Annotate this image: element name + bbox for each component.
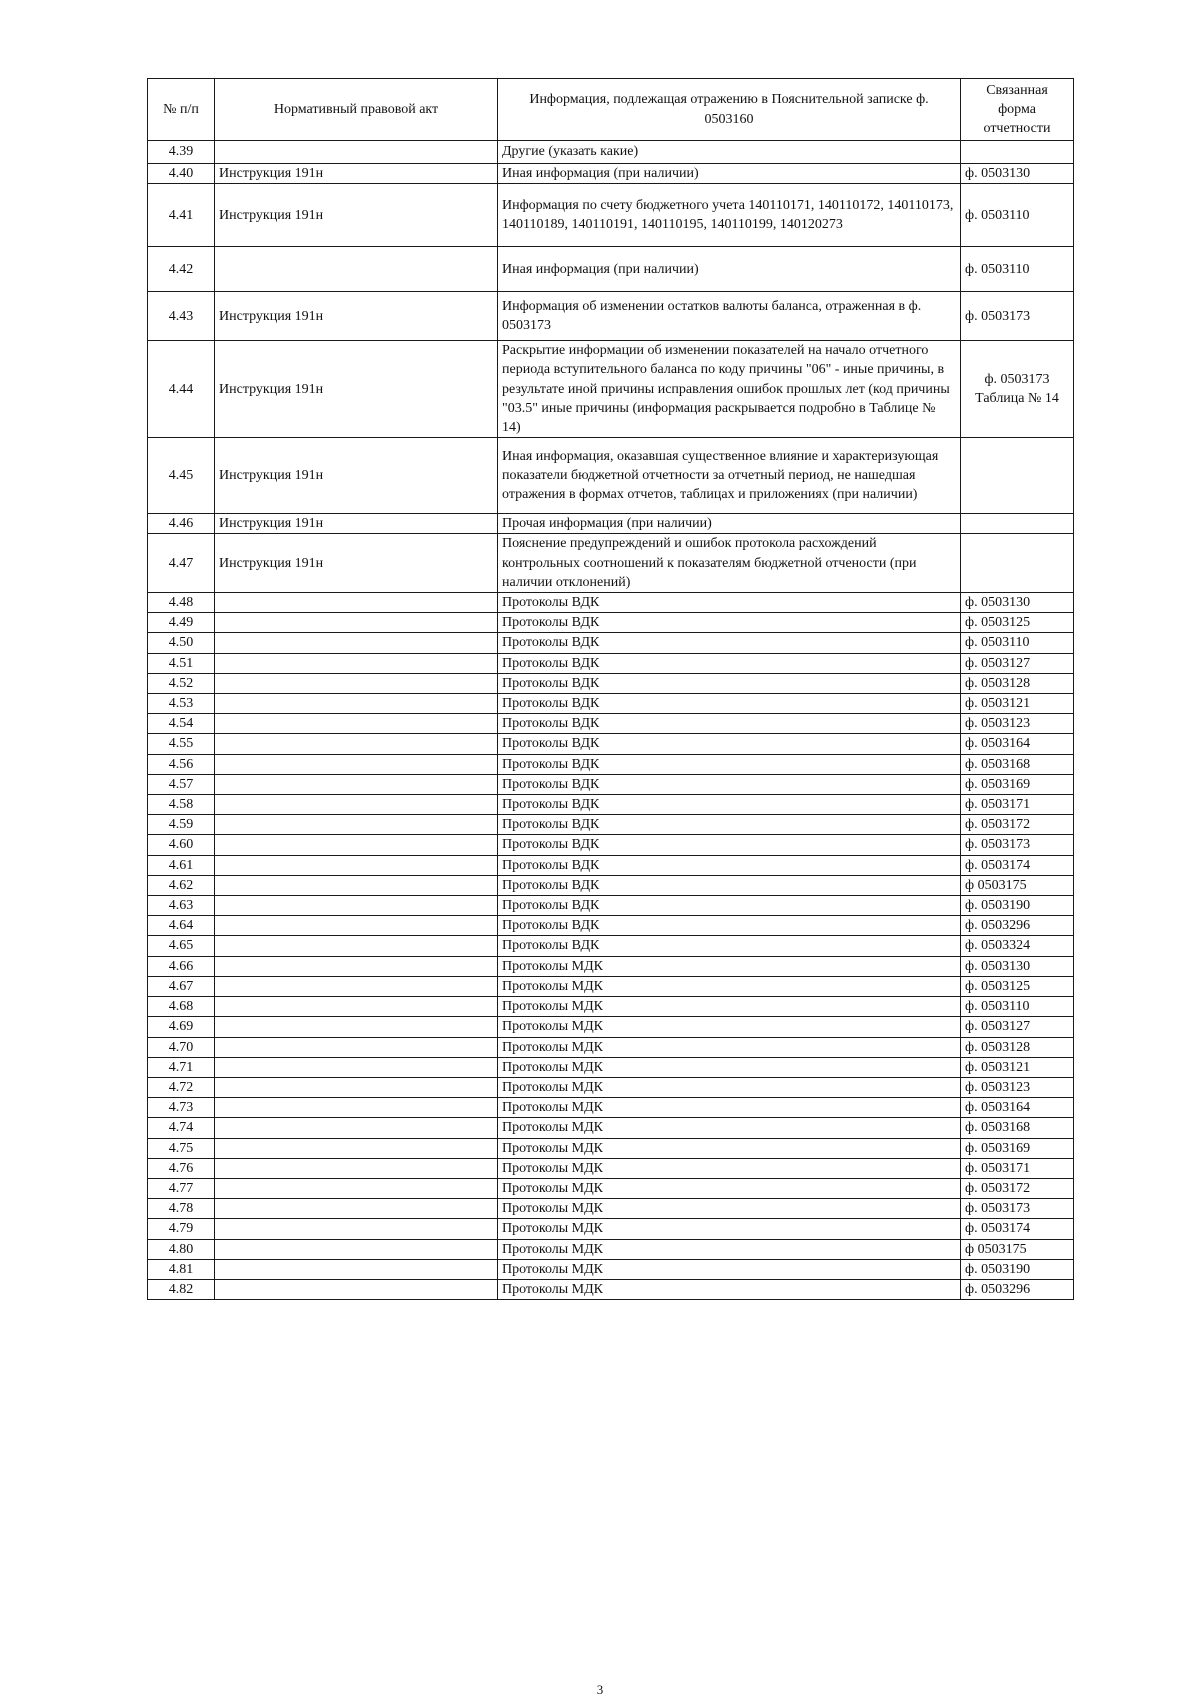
table-row bbox=[148, 815, 1074, 835]
cell-form: ф. 0503190 bbox=[961, 896, 1074, 916]
cell-act bbox=[215, 1118, 498, 1138]
cell-info: Протоколы МДК bbox=[498, 1219, 961, 1239]
cell-info: Протоколы ВДК bbox=[498, 916, 961, 936]
cell-info: Протоколы ВДК bbox=[498, 633, 961, 653]
cell-act: Инструкция 191н bbox=[215, 164, 498, 184]
cell-info: Протоколы МДК bbox=[498, 997, 961, 1017]
cell-form bbox=[961, 141, 1074, 164]
cell-form: ф. 0503174 bbox=[961, 1219, 1074, 1239]
cell-form: ф. 0503128 bbox=[961, 1037, 1074, 1057]
cell-num: 4.47 bbox=[148, 534, 215, 593]
cell-form: ф. 0503164 bbox=[961, 1098, 1074, 1118]
cell-form: ф. 0503125 bbox=[961, 976, 1074, 996]
cell-act bbox=[215, 855, 498, 875]
report-table bbox=[147, 78, 1074, 1300]
cell-act: Инструкция 191н bbox=[215, 292, 498, 341]
cell-num: 4.56 bbox=[148, 754, 215, 774]
cell-info: Протоколы МДК bbox=[498, 976, 961, 996]
cell-act bbox=[215, 673, 498, 693]
cell-act bbox=[215, 734, 498, 754]
cell-form bbox=[961, 438, 1074, 514]
cell-act bbox=[215, 1057, 498, 1077]
cell-form: ф. 0503130 bbox=[961, 164, 1074, 184]
cell-num: 4.57 bbox=[148, 774, 215, 794]
cell-form: ф. 0503128 bbox=[961, 673, 1074, 693]
cell-act bbox=[215, 141, 498, 164]
cell-form: ф. 0503169 bbox=[961, 1138, 1074, 1158]
cell-act bbox=[215, 1199, 498, 1219]
cell-info: Иная информация (при наличии) bbox=[498, 247, 961, 292]
cell-form: ф. 0503121 bbox=[961, 1057, 1074, 1077]
cell-info: Протоколы ВДК bbox=[498, 714, 961, 734]
cell-info: Протоколы ВДК bbox=[498, 734, 961, 754]
cell-num: 4.81 bbox=[148, 1259, 215, 1279]
table-row bbox=[148, 855, 1074, 875]
cell-act bbox=[215, 593, 498, 613]
cell-info: Протоколы МДК bbox=[498, 1017, 961, 1037]
header-info: Информация, подлежащая отражению в Пояснительной записке ф. 0503160 bbox=[498, 79, 961, 141]
cell-act bbox=[215, 1259, 498, 1279]
cell-info: Иная информация (при наличии) bbox=[498, 164, 961, 184]
cell-info: Протоколы МДК bbox=[498, 1279, 961, 1299]
header-form: Связанная форма отчетности bbox=[961, 79, 1074, 141]
cell-info: Протоколы ВДК bbox=[498, 653, 961, 673]
cell-info: Протоколы МДК bbox=[498, 956, 961, 976]
table-row bbox=[148, 593, 1074, 613]
cell-info: Протоколы МДК bbox=[498, 1259, 961, 1279]
cell-num: 4.66 bbox=[148, 956, 215, 976]
cell-info: Протоколы ВДК bbox=[498, 815, 961, 835]
cell-form: ф. 0503173 bbox=[961, 292, 1074, 341]
cell-act bbox=[215, 633, 498, 653]
table-row bbox=[148, 613, 1074, 633]
cell-info: Протоколы ВДК bbox=[498, 774, 961, 794]
table-row bbox=[148, 247, 1074, 292]
cell-info: Раскрытие информации об изменении показателей на начало отчетного периода вступительного баланса по коду причины "06" - иные причины, в результате иной причины исправления ошибок прошлых лет (код причины "03.5" иные причины (информация раскрывается подробно в Таблице № 14) bbox=[498, 341, 961, 438]
cell-act bbox=[215, 815, 498, 835]
cell-form: ф. 0503296 bbox=[961, 916, 1074, 936]
cell-act bbox=[215, 1017, 498, 1037]
cell-act bbox=[215, 714, 498, 734]
table-row bbox=[148, 1118, 1074, 1138]
cell-form: ф 0503175 bbox=[961, 875, 1074, 895]
cell-info: Протоколы ВДК bbox=[498, 673, 961, 693]
cell-form: ф. 0503174 bbox=[961, 855, 1074, 875]
cell-num: 4.74 bbox=[148, 1118, 215, 1138]
table-row bbox=[148, 1017, 1074, 1037]
cell-act bbox=[215, 976, 498, 996]
cell-form: ф. 0503171 bbox=[961, 795, 1074, 815]
table-row bbox=[148, 1158, 1074, 1178]
cell-act: Инструкция 191н bbox=[215, 438, 498, 514]
table-row bbox=[148, 835, 1074, 855]
cell-num: 4.79 bbox=[148, 1219, 215, 1239]
cell-num: 4.49 bbox=[148, 613, 215, 633]
table-row bbox=[148, 1037, 1074, 1057]
table-row bbox=[148, 1259, 1074, 1279]
table-row bbox=[148, 292, 1074, 341]
cell-form: ф. 0503130 bbox=[961, 956, 1074, 976]
cell-info: Протоколы МДК bbox=[498, 1057, 961, 1077]
cell-info: Протоколы ВДК bbox=[498, 593, 961, 613]
table-header-row bbox=[148, 79, 1074, 141]
cell-num: 4.64 bbox=[148, 916, 215, 936]
table-row bbox=[148, 341, 1074, 438]
table-row bbox=[148, 438, 1074, 514]
cell-act: Инструкция 191н bbox=[215, 341, 498, 438]
cell-num: 4.71 bbox=[148, 1057, 215, 1077]
cell-act bbox=[215, 694, 498, 714]
cell-num: 4.69 bbox=[148, 1017, 215, 1037]
cell-form: ф. 0503190 bbox=[961, 1259, 1074, 1279]
cell-num: 4.78 bbox=[148, 1199, 215, 1219]
cell-form: ф. 0503121 bbox=[961, 694, 1074, 714]
table-row bbox=[148, 956, 1074, 976]
cell-num: 4.62 bbox=[148, 875, 215, 895]
cell-form: ф. 0503110 bbox=[961, 633, 1074, 653]
header-num: № п/п bbox=[148, 79, 215, 141]
cell-act bbox=[215, 1279, 498, 1299]
cell-num: 4.73 bbox=[148, 1098, 215, 1118]
table-row bbox=[148, 997, 1074, 1017]
cell-info: Протоколы МДК bbox=[498, 1138, 961, 1158]
cell-info: Протоколы МДК bbox=[498, 1118, 961, 1138]
cell-num: 4.70 bbox=[148, 1037, 215, 1057]
cell-info: Иная информация, оказавшая существенное влияние и характеризующая показатели бюджетной отчетности за отчетный период, не нашедшая отражения в формах отчетов, таблицах и приложениях (при наличии) bbox=[498, 438, 961, 514]
cell-num: 4.41 bbox=[148, 184, 215, 247]
cell-form: ф. 0503173 Таблица № 14 bbox=[961, 341, 1074, 438]
cell-num: 4.55 bbox=[148, 734, 215, 754]
table-row bbox=[148, 694, 1074, 714]
table-row bbox=[148, 1239, 1074, 1259]
page-number: 3 bbox=[596, 1682, 604, 1697]
cell-info: Информация по счету бюджетного учета 140110171, 140110172, 140110173, 140110189, 140110191, 140110195, 140110199, 140120273 bbox=[498, 184, 961, 247]
cell-num: 4.43 bbox=[148, 292, 215, 341]
cell-act bbox=[215, 1077, 498, 1097]
cell-num: 4.40 bbox=[148, 164, 215, 184]
cell-info: Протоколы МДК bbox=[498, 1239, 961, 1259]
cell-info: Протоколы МДК bbox=[498, 1199, 961, 1219]
cell-num: 4.77 bbox=[148, 1178, 215, 1198]
cell-form: ф. 0503125 bbox=[961, 613, 1074, 633]
cell-form: ф. 0503127 bbox=[961, 653, 1074, 673]
cell-num: 4.52 bbox=[148, 673, 215, 693]
table-row bbox=[148, 653, 1074, 673]
cell-info: Протоколы ВДК bbox=[498, 896, 961, 916]
cell-info: Протоколы ВДК bbox=[498, 694, 961, 714]
cell-act bbox=[215, 1138, 498, 1158]
table-row bbox=[148, 754, 1074, 774]
cell-num: 4.75 bbox=[148, 1138, 215, 1158]
cell-info: Протоколы МДК bbox=[498, 1178, 961, 1198]
table-row bbox=[148, 164, 1074, 184]
cell-act bbox=[215, 875, 498, 895]
cell-form bbox=[961, 534, 1074, 593]
cell-form bbox=[961, 514, 1074, 534]
cell-info: Протоколы ВДК bbox=[498, 754, 961, 774]
cell-info: Пояснение предупреждений и ошибок протокола расхождений контрольных соотношений к показателям бюджетной отчености (при наличии отклонений) bbox=[498, 534, 961, 593]
cell-form: ф. 0503110 bbox=[961, 247, 1074, 292]
table-row bbox=[148, 1199, 1074, 1219]
cell-info: Протоколы ВДК bbox=[498, 936, 961, 956]
cell-act: Инструкция 191н bbox=[215, 534, 498, 593]
cell-act bbox=[215, 774, 498, 794]
cell-form: ф. 0503110 bbox=[961, 997, 1074, 1017]
cell-num: 4.46 bbox=[148, 514, 215, 534]
table-row bbox=[148, 633, 1074, 653]
table-row bbox=[148, 534, 1074, 593]
cell-info: Протоколы МДК bbox=[498, 1158, 961, 1178]
cell-act bbox=[215, 247, 498, 292]
table-row bbox=[148, 1178, 1074, 1198]
table-body bbox=[148, 141, 1074, 1300]
cell-act bbox=[215, 1158, 498, 1178]
cell-form: ф. 0503110 bbox=[961, 184, 1074, 247]
table-row bbox=[148, 1077, 1074, 1097]
cell-num: 4.58 bbox=[148, 795, 215, 815]
cell-info: Протоколы ВДК bbox=[498, 613, 961, 633]
cell-num: 4.63 bbox=[148, 896, 215, 916]
cell-form: ф. 0503173 bbox=[961, 835, 1074, 855]
cell-form: ф. 0503172 bbox=[961, 1178, 1074, 1198]
table-row bbox=[148, 916, 1074, 936]
cell-act bbox=[215, 956, 498, 976]
table-row bbox=[148, 141, 1074, 164]
table-row bbox=[148, 184, 1074, 247]
cell-act bbox=[215, 835, 498, 855]
cell-num: 4.53 bbox=[148, 694, 215, 714]
table-row bbox=[148, 875, 1074, 895]
cell-info: Протоколы МДК bbox=[498, 1077, 961, 1097]
cell-form: ф. 0503324 bbox=[961, 936, 1074, 956]
cell-num: 4.44 bbox=[148, 341, 215, 438]
cell-act bbox=[215, 1098, 498, 1118]
cell-info: Протоколы ВДК bbox=[498, 835, 961, 855]
cell-num: 4.72 bbox=[148, 1077, 215, 1097]
cell-info: Протоколы МДК bbox=[498, 1037, 961, 1057]
cell-form: ф. 0503123 bbox=[961, 1077, 1074, 1097]
document-table-container bbox=[147, 78, 1073, 1300]
cell-form: ф. 0503168 bbox=[961, 754, 1074, 774]
cell-act bbox=[215, 795, 498, 815]
cell-num: 4.76 bbox=[148, 1158, 215, 1178]
cell-form: ф. 0503296 bbox=[961, 1279, 1074, 1299]
cell-form: ф. 0503173 bbox=[961, 1199, 1074, 1219]
cell-act bbox=[215, 916, 498, 936]
table-row bbox=[148, 976, 1074, 996]
cell-form: ф. 0503171 bbox=[961, 1158, 1074, 1178]
cell-num: 4.42 bbox=[148, 247, 215, 292]
cell-form: ф. 0503169 bbox=[961, 774, 1074, 794]
table-row bbox=[148, 1219, 1074, 1239]
header-act: Нормативный правовой акт bbox=[215, 79, 498, 141]
cell-num: 4.82 bbox=[148, 1279, 215, 1299]
cell-form: ф. 0503172 bbox=[961, 815, 1074, 835]
table-row bbox=[148, 1279, 1074, 1299]
cell-form: ф 0503175 bbox=[961, 1239, 1074, 1259]
table-row bbox=[148, 1138, 1074, 1158]
table-row bbox=[148, 896, 1074, 916]
cell-info: Прочая информация (при наличии) bbox=[498, 514, 961, 534]
cell-act bbox=[215, 754, 498, 774]
cell-act bbox=[215, 1037, 498, 1057]
cell-num: 4.67 bbox=[148, 976, 215, 996]
table-row bbox=[148, 734, 1074, 754]
cell-form: ф. 0503130 bbox=[961, 593, 1074, 613]
cell-act: Инструкция 191н bbox=[215, 514, 498, 534]
cell-info: Протоколы МДК bbox=[498, 1098, 961, 1118]
cell-num: 4.60 bbox=[148, 835, 215, 855]
cell-info: Информация об изменении остатков валюты баланса, отраженная в ф. 0503173 bbox=[498, 292, 961, 341]
cell-info: Протоколы ВДК bbox=[498, 795, 961, 815]
cell-num: 4.54 bbox=[148, 714, 215, 734]
table-row bbox=[148, 1098, 1074, 1118]
table-row bbox=[148, 1057, 1074, 1077]
cell-act bbox=[215, 653, 498, 673]
cell-num: 4.68 bbox=[148, 997, 215, 1017]
cell-form: ф. 0503168 bbox=[961, 1118, 1074, 1138]
cell-act bbox=[215, 1219, 498, 1239]
table-row bbox=[148, 774, 1074, 794]
cell-act bbox=[215, 997, 498, 1017]
cell-act bbox=[215, 936, 498, 956]
table-row bbox=[148, 673, 1074, 693]
cell-act bbox=[215, 613, 498, 633]
table-row bbox=[148, 514, 1074, 534]
cell-info: Другие (указать какие) bbox=[498, 141, 961, 164]
cell-act bbox=[215, 1239, 498, 1259]
cell-num: 4.59 bbox=[148, 815, 215, 835]
cell-form: ф. 0503127 bbox=[961, 1017, 1074, 1037]
cell-num: 4.65 bbox=[148, 936, 215, 956]
cell-num: 4.80 bbox=[148, 1239, 215, 1259]
cell-form: ф. 0503164 bbox=[961, 734, 1074, 754]
cell-num: 4.39 bbox=[148, 141, 215, 164]
cell-form: ф. 0503123 bbox=[961, 714, 1074, 734]
cell-num: 4.48 bbox=[148, 593, 215, 613]
cell-num: 4.61 bbox=[148, 855, 215, 875]
cell-act bbox=[215, 1178, 498, 1198]
table-row bbox=[148, 714, 1074, 734]
cell-num: 4.50 bbox=[148, 633, 215, 653]
table-row bbox=[148, 936, 1074, 956]
cell-info: Протоколы ВДК bbox=[498, 875, 961, 895]
cell-act bbox=[215, 896, 498, 916]
table-row bbox=[148, 795, 1074, 815]
cell-num: 4.51 bbox=[148, 653, 215, 673]
cell-act: Инструкция 191н bbox=[215, 184, 498, 247]
cell-num: 4.45 bbox=[148, 438, 215, 514]
cell-info: Протоколы ВДК bbox=[498, 855, 961, 875]
